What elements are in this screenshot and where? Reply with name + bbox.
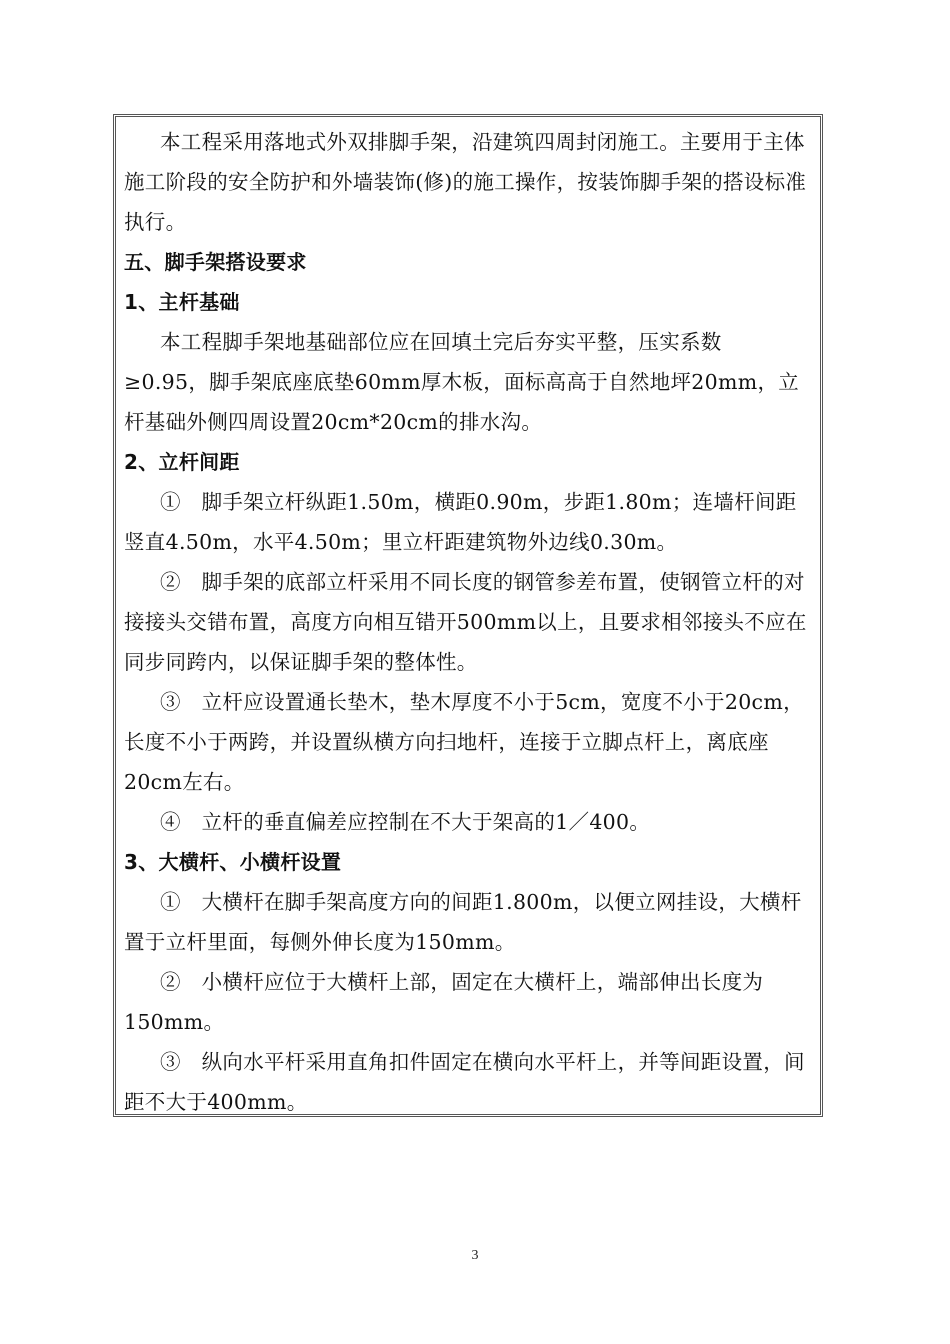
spacing-item-2: ② 脚手架的底部立杆采用不同长度的钢管参差布置，使钢管立杆的对接接头交错布置，高度方向相互错开500mm以上，且要求相邻接头不应在同步同跨内，以保证脚手架的整体性。 <box>124 570 807 674</box>
subsection-heading-spacing: 2、立杆间距 <box>124 450 240 474</box>
spacing-item-1: ① 脚手架立杆纵距1.50m，横距0.90m，步距1.80m；连墙杆间距竖直4.50m，水平4.50m；里立杆距建筑物外边线0.30m。 <box>124 490 797 554</box>
foundation-paragraph-line1: 本工程脚手架地基础部位应在回填土完后夯实平整，压实系数 <box>160 330 722 354</box>
spacing-item-4: ④ 立杆的垂直偏差应控制在不大于架高的1／400。 <box>160 810 651 834</box>
crossbar-item-3: ③ 纵向水平杆采用直角扣件固定在横向水平杆上，并等间距设置，间距不大于400mm。 <box>124 1050 805 1114</box>
crossbar-item-2: ② 小横杆应位于大横杆上部，固定在大横杆上，端部伸出长度为150mm。 <box>124 970 764 1034</box>
spacing-item-3: ③ 立杆应设置通长垫木，垫木厚度不小于5cm，宽度不小于20cm，长度不小于两跨，并设置纵横方向扫地杆，连接于立脚点杆上，离底座20cm左右。 <box>124 690 804 794</box>
subsection-heading-crossbars: 3、大横杆、小横杆设置 <box>124 850 342 874</box>
document-body <box>124 122 816 1122</box>
page-number: 3 <box>471 1248 479 1263</box>
section-heading: 五、脚手架搭设要求 <box>124 250 307 274</box>
crossbar-item-1: ① 大横杆在脚手架高度方向的间距1.800m，以便立网挂设，大横杆置于立杆里面，每侧外伸长度为150mm。 <box>124 890 802 954</box>
subsection-heading-foundation: 1、主杆基础 <box>124 290 240 314</box>
foundation-paragraph-line2: ≥0.95，脚手架底座底垫60mm厚木板，面标高高于自然地坪20mm，立杆基础外侧四周设置20cm*20cm的排水沟。 <box>124 370 800 434</box>
intro-paragraph: 本工程采用落地式外双排脚手架，沿建筑四周封闭施工。主要用于主体施工阶段的安全防护和外墙装饰(修)的施工操作，按装饰脚手架的搭设标准执行。 <box>124 130 807 234</box>
